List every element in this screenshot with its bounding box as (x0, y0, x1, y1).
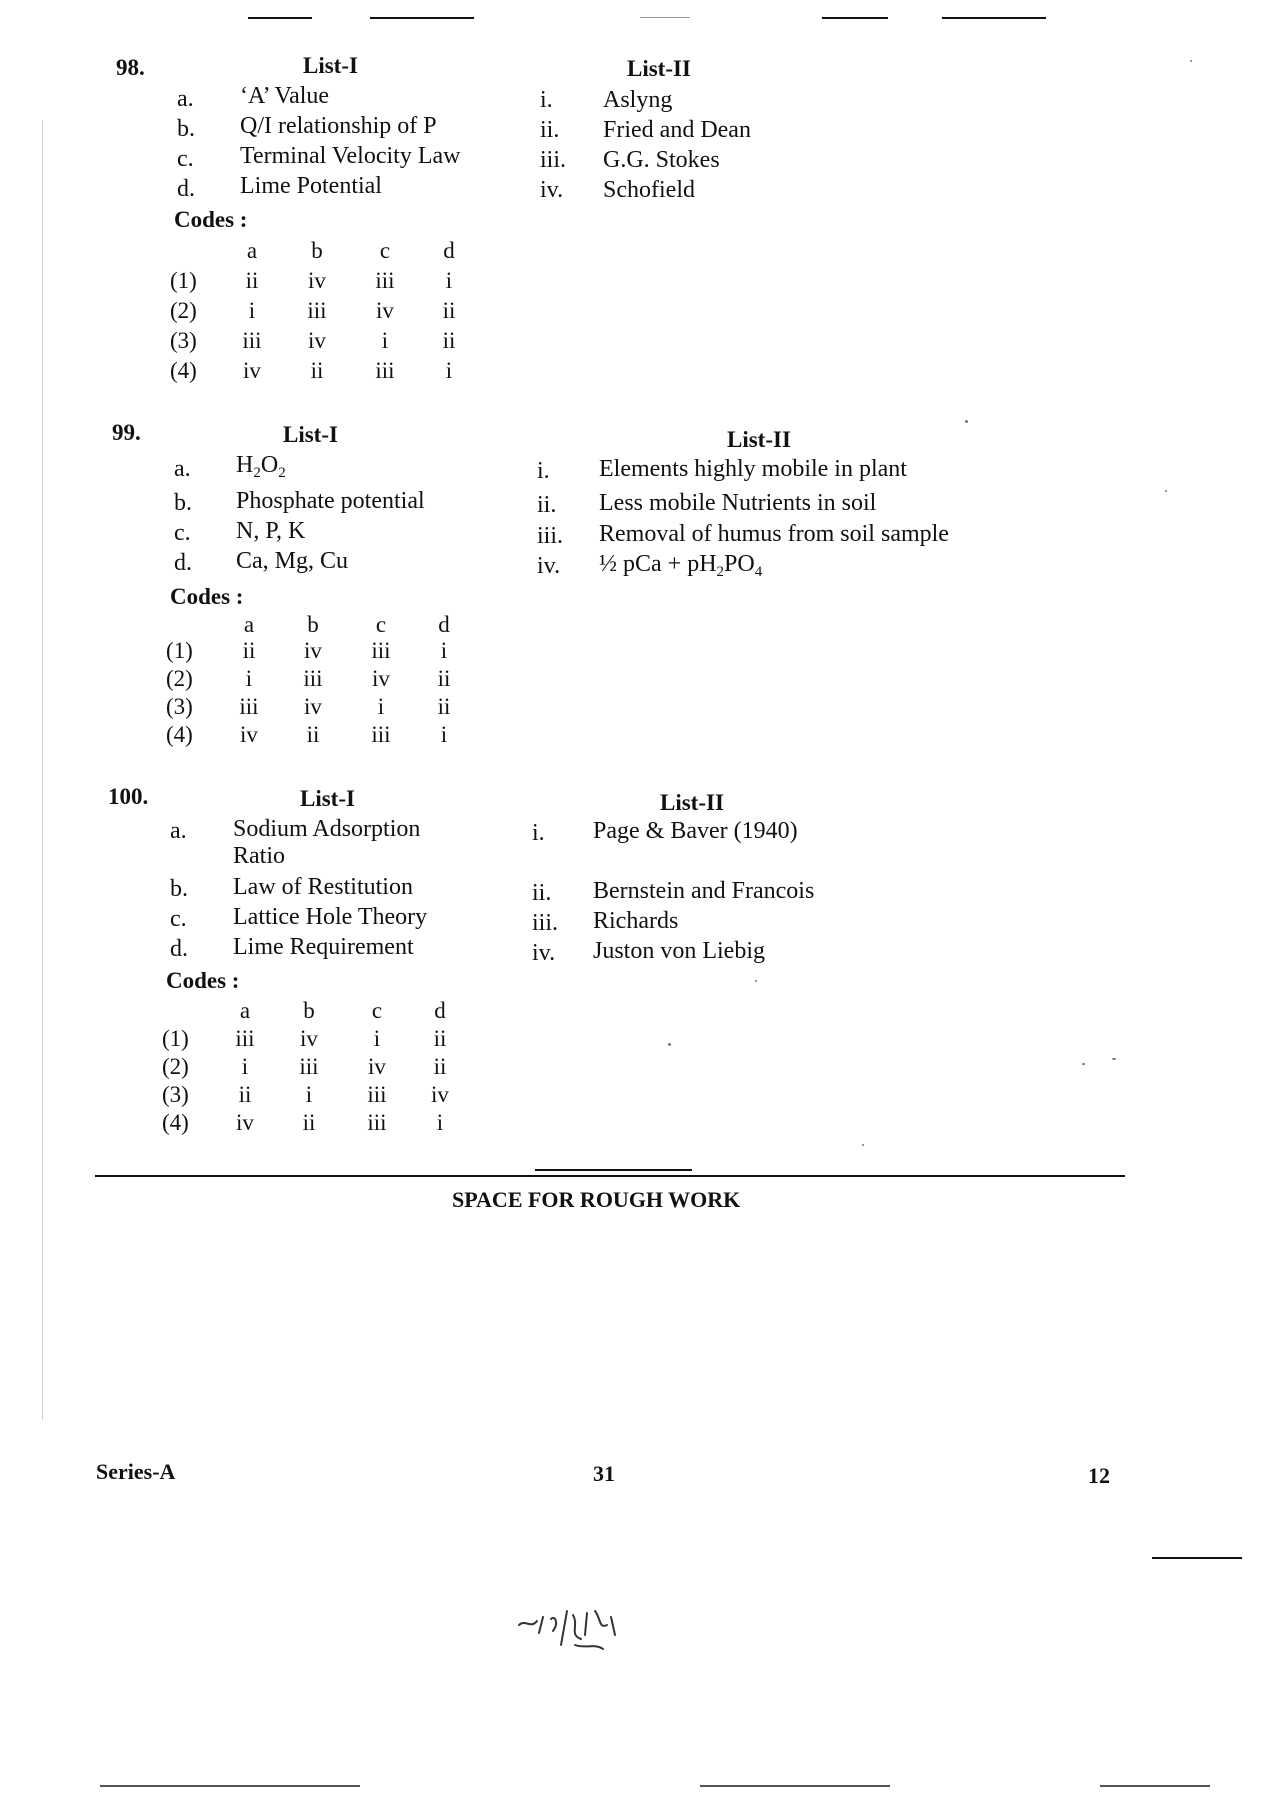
code-value: iii (303, 666, 323, 691)
code-value: iii (242, 328, 262, 353)
list2-numeral: i. (537, 458, 550, 484)
list2-numeral: iv. (532, 940, 556, 966)
list1-letter: b. (170, 876, 188, 902)
list1-item: Q/I relationship of P (240, 113, 437, 139)
top-rule (248, 17, 312, 19)
code-option: (2) (166, 666, 193, 691)
list2-numeral: ii. (537, 492, 557, 518)
list2-numeral: iii. (540, 147, 567, 173)
list1-item: $H_2O_2$ (236, 452, 286, 481)
scan-speck (1190, 60, 1192, 62)
list2-item: Juston von Liebig (593, 938, 765, 964)
question-number: 100. (108, 784, 149, 809)
list1-item: Sodium Adsorption (233, 816, 421, 842)
page-number: 31 (593, 1461, 615, 1486)
code-value: ii (442, 298, 456, 323)
scan-speck (965, 420, 968, 423)
list2-numeral: ii. (540, 117, 560, 143)
question-number: 98. (116, 55, 145, 80)
code-value: iv (372, 666, 390, 691)
list2-title: List-II (660, 790, 724, 815)
rough-work-rule (95, 1175, 1125, 1177)
code-value: iii (367, 1110, 387, 1135)
bottom-edge-rule (700, 1785, 890, 1787)
bottom-edge-rule (100, 1785, 360, 1787)
code-value: i (245, 666, 253, 691)
code-value: ii (238, 1082, 252, 1107)
list1-item-continuation: Ratio (233, 843, 285, 869)
list2-numeral: i. (532, 820, 545, 846)
code-value: i (436, 1110, 444, 1135)
code-option: (4) (162, 1110, 189, 1135)
list2-item: Schofield (603, 177, 695, 203)
list1-letter: c. (177, 146, 194, 172)
scan-speck (862, 1144, 864, 1146)
code-value: iv (304, 638, 322, 663)
code-value: i (445, 268, 453, 293)
question-number: 99. (112, 420, 141, 445)
scan-speck (668, 1043, 671, 1046)
scan-speck (1165, 490, 1167, 492)
list1-item: Lime Potential (240, 173, 382, 199)
code-header: d (443, 238, 455, 263)
list1-item: Law of Restitution (233, 874, 413, 900)
bottom-edge-rule (1100, 1785, 1210, 1787)
list1-letter: d. (177, 176, 195, 202)
code-value: iv (236, 1110, 254, 1135)
list1-letter: d. (174, 550, 192, 576)
code-header: a (239, 998, 251, 1023)
list2-numeral: iv. (540, 177, 564, 203)
list2-numeral: iii. (532, 910, 559, 936)
list2-item: Bernstein and Francois (593, 878, 815, 904)
code-option: (2) (170, 298, 197, 323)
code-value: iv (376, 298, 394, 323)
list2-item: ½ pCa + $pH_2PO_4$ (599, 551, 763, 580)
right-number: 12 (1088, 1463, 1110, 1488)
code-header: b (303, 998, 315, 1023)
list1-letter: a. (174, 456, 191, 482)
code-value: ii (306, 722, 320, 747)
left-margin-line (42, 120, 43, 1420)
code-option: (3) (166, 694, 193, 719)
top-rule (640, 17, 690, 18)
list1-letter: b. (174, 490, 192, 516)
code-value: iii (239, 694, 259, 719)
code-value: i (381, 328, 389, 353)
code-option: (1) (162, 1026, 189, 1051)
code-value: i (440, 638, 448, 663)
scan-speck (1082, 1063, 1085, 1065)
scan-speck (1112, 1058, 1116, 1060)
code-option: (2) (162, 1054, 189, 1079)
handwritten-signature (515, 1605, 645, 1655)
code-header: c (375, 612, 387, 637)
scan-speck (755, 980, 757, 982)
list1-letter: a. (170, 818, 187, 844)
code-value: iii (375, 268, 395, 293)
code-header: d (438, 612, 450, 637)
top-rule (942, 17, 1046, 19)
list1-item: Ca, Mg, Cu (236, 548, 349, 574)
code-value: i (440, 722, 448, 747)
codes-label: Codes : (174, 207, 248, 232)
codes-label: Codes : (170, 584, 244, 609)
code-value: iv (300, 1026, 318, 1051)
code-header: c (379, 238, 391, 263)
list2-title: List-II (727, 427, 791, 452)
list1-letter: b. (177, 116, 195, 142)
code-header: b (307, 612, 319, 637)
code-header: a (243, 612, 255, 637)
margin-rule (1152, 1557, 1242, 1559)
code-value: iv (308, 328, 326, 353)
rough-work-label: SPACE FOR ROUGH WORK (452, 1187, 741, 1212)
code-option: (4) (166, 722, 193, 747)
list1-letter: a. (177, 86, 194, 112)
code-value: ii (242, 638, 256, 663)
list1-item: Phosphate potential (236, 488, 425, 514)
code-value: iii (371, 638, 391, 663)
code-option: (4) (170, 358, 197, 383)
code-value: ii (437, 666, 451, 691)
codes-label: Codes : (166, 968, 240, 993)
list2-item: Removal of humus from soil sample (599, 521, 949, 547)
top-rule (822, 17, 888, 19)
list1-letter: d. (170, 936, 188, 962)
list1-letter: c. (174, 520, 191, 546)
list2-numeral: iv. (537, 553, 561, 579)
code-value: iv (240, 722, 258, 747)
code-value: iv (304, 694, 322, 719)
list1-title: List-I (300, 786, 355, 811)
code-value: iv (243, 358, 261, 383)
code-value: ii (245, 268, 259, 293)
code-header: d (434, 998, 446, 1023)
series-label: Series-A (96, 1459, 176, 1484)
code-value: ii (310, 358, 324, 383)
list1-item: Lime Requirement (233, 934, 414, 960)
list2-item: Aslyng (603, 87, 673, 113)
code-value: i (445, 358, 453, 383)
code-value: ii (433, 1026, 447, 1051)
code-value: iii (299, 1054, 319, 1079)
list2-item: Elements highly mobile in plant (599, 456, 907, 482)
list2-item: Less mobile Nutrients in soil (599, 490, 877, 516)
code-value: iii (307, 298, 327, 323)
list1-item: ‘A’ Value (240, 83, 330, 109)
code-option: (1) (170, 268, 197, 293)
list1-item: N, P, K (236, 518, 306, 544)
code-value: ii (442, 328, 456, 353)
code-value: i (373, 1026, 381, 1051)
code-value: ii (437, 694, 451, 719)
list1-title: List-I (303, 53, 358, 78)
code-option: (3) (162, 1082, 189, 1107)
code-header: b (311, 238, 323, 263)
list1-item: Lattice Hole Theory (233, 904, 428, 930)
code-value: i (248, 298, 256, 323)
code-value: i (377, 694, 385, 719)
code-value: iii (375, 358, 395, 383)
list2-title: List-II (627, 56, 691, 81)
list2-item: Page & Baver (1940) (593, 818, 798, 844)
list2-numeral: i. (540, 87, 553, 113)
code-value: ii (302, 1110, 316, 1135)
code-value: iii (371, 722, 391, 747)
short-separator (535, 1169, 692, 1171)
code-value: iii (235, 1026, 255, 1051)
list1-title: List-I (283, 422, 338, 447)
code-value: ii (433, 1054, 447, 1079)
list1-item: Terminal Velocity Law (240, 143, 461, 169)
code-value: iii (367, 1082, 387, 1107)
code-value: iv (431, 1082, 449, 1107)
top-rule (370, 17, 474, 19)
code-option: (3) (170, 328, 197, 353)
code-value: i (305, 1082, 313, 1107)
code-header: c (371, 998, 383, 1023)
code-value: i (241, 1054, 249, 1079)
list1-letter: c. (170, 906, 187, 932)
list2-item: Richards (593, 908, 679, 934)
list2-numeral: ii. (532, 880, 552, 906)
code-header: a (246, 238, 258, 263)
code-value: iv (308, 268, 326, 293)
code-value: iv (368, 1054, 386, 1079)
code-option: (1) (166, 638, 193, 663)
list2-item: Fried and Dean (603, 117, 751, 143)
list2-item: G.G. Stokes (603, 147, 720, 173)
list2-numeral: iii. (537, 523, 564, 549)
